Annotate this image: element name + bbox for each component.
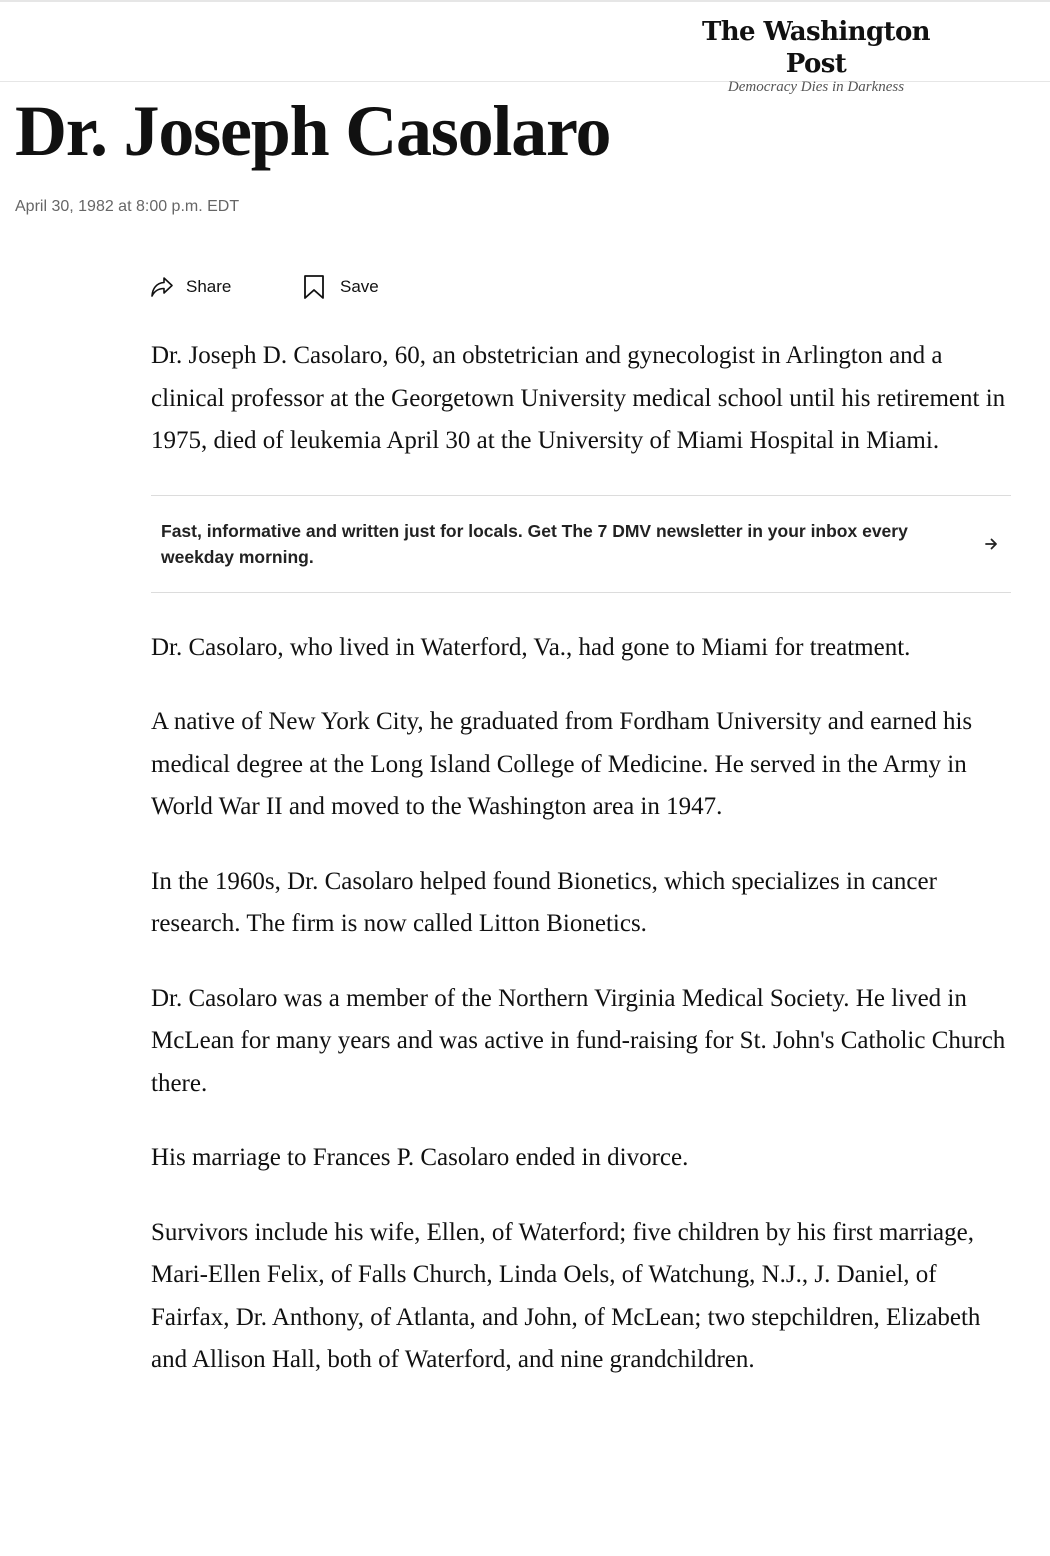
- newsletter-promo[interactable]: [151, 495, 1011, 593]
- save-label: Save: [340, 277, 379, 296]
- logo-wordmark: The Washington Post: [702, 17, 930, 79]
- share-label: Share: [186, 277, 232, 296]
- paragraph-7: Survivors include his wife, Ellen, of Waterford; five children by his first marriage, Mari-Ellen Felix, of Falls Church, Linda Oels, of Watchung, N.J., J. Daniel, of Fairfax, Dr. Anthony, of Atlanta, and John, of McLean; two stepchildren, Elizabeth and Allison Hall, both of Waterford, and nine grandchildren.: [151, 1218, 981, 1373]
- arrow-right-icon: [981, 537, 1001, 551]
- article-actions: [150, 272, 379, 302]
- newsletter-promo-text: Fast, informative and written just for locals. Get The 7 DMV newsletter in your inbox every weekday morning.: [161, 520, 908, 567]
- paragraph-3: A native of New York City, he graduated from Fordham University and earned his medical degree at the Long Island College of Medicine. He served in the Army in World War II and moved to the Washington area in 1947.: [151, 708, 973, 820]
- masthead: [0, 0, 1050, 95]
- paragraph-4: In the 1960s, Dr. Casolaro helped found Bionetics, which specializes in cancer research. The firm is now called Litton Bionetics.: [151, 867, 937, 937]
- save-button[interactable]: [302, 274, 379, 300]
- headline: Dr. Joseph Casolaro: [15, 91, 611, 171]
- share-arrow-icon: [150, 276, 174, 298]
- paragraph-1: Dr. Joseph D. Casolaro, 60, an obstetrician and gynecologist in Arlington and a clinical professor at the Georgetown University medical school until his retirement in 1975, died of leukemia April 30 at the University of Miami Hospital in Miami.: [151, 342, 1006, 454]
- paragraph-2: Dr. Casolaro, who lived in Waterford, Va., had gone to Miami for treatment.: [151, 633, 911, 661]
- paragraph-6: His marriage to Frances P. Casolaro ended in divorce.: [151, 1144, 689, 1171]
- share-button[interactable]: [150, 276, 302, 298]
- bookmark-icon: [302, 274, 326, 300]
- article-body: [151, 335, 1011, 1382]
- dateline: April 30, 1982 at 8:00 p.m. EDT: [15, 198, 240, 215]
- paragraph-5: Dr. Casolaro was a member of the Northern Virginia Medical Society. He lived in McLean for many years and was active in fund-raising for St. John's Catholic Church there.: [151, 984, 1006, 1097]
- washington-post-logo[interactable]: [688, 16, 944, 96]
- logo-tagline: Democracy Dies in Darkness: [727, 79, 905, 95]
